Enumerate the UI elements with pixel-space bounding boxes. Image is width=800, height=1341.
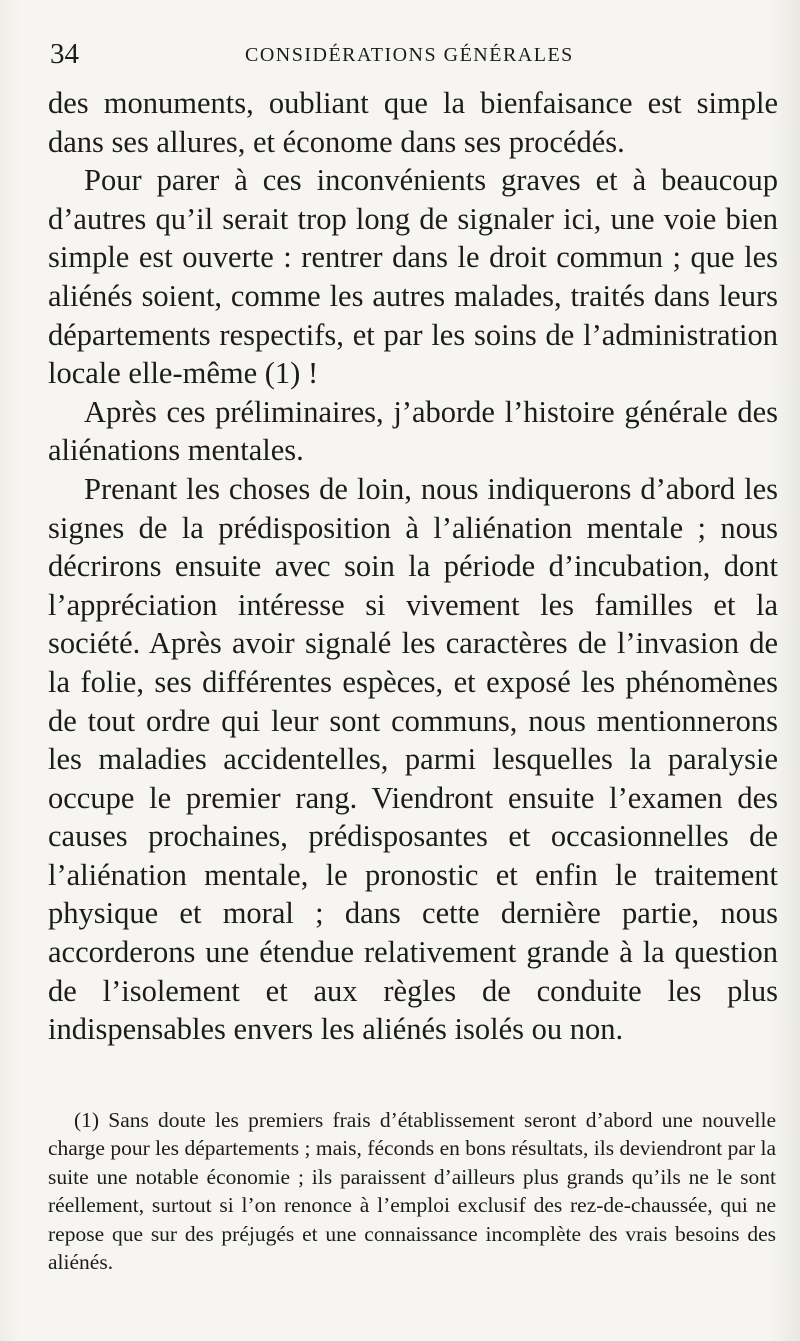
- paragraph: Pour parer à ces inconvénients graves et à beaucoup d’autres qu’il serait trop long de signaler ici, une voie bien simple est ouverte : rentrer dans le droit commun ; que les aliénés soient, comme les autres malades, traités dans leurs départements respectifs, et par les soins de l’administration locale elle-même (1) !: [48, 163, 778, 391]
- page-number: 34: [50, 38, 79, 70]
- running-title: CONSIDÉRATIONS GÉNÉRALES: [245, 44, 574, 66]
- footnote-text: (1) Sans doute les premiers frais d’établissement seront d’abord une nouvelle charge pour les départements ; mais, féconds en bons résultats, ils deviendront par la suite une notable économie ; ils paraissent d’ailleurs plus grands qu’ils ne le sont réellement, surtout si l’on renonce à l’emploi exclusif des rez-de-chaussée, qui ne repose que sur des préjugés et une connaissance incomplète des vrais besoins des aliénés.: [48, 1108, 776, 1275]
- paragraph: des monuments, oubliant que la bienfaisance est simple dans ses allures, et économe dans ses procédés.: [48, 86, 778, 159]
- page-header: [50, 36, 750, 72]
- paragraph: Après ces préliminaires, j’aborde l’histoire générale des aliénations mentales.: [48, 394, 778, 468]
- paragraph: Prenant les choses de loin, nous indiquerons d’abord les signes de la prédisposition à l’aliénation mentale ; nous décrirons ensuite avec soin la période d’incubation, dont l’appréciation intéresse si vivement les familles et la société. Après avoir signalé les caractères de l’invasion de la folie, ses différentes espèces, et exposé les phénomènes de tout ordre qui leur sont communs, nous mentionnerons les maladies accidentelles, parmi lesquelles la paralysie occupe le premier rang. Viendront ensuite l’examen des causes prochaines, prédisposantes et occasionnelles de l’aliénation mentale, le pronostic et enfin le traitement physique et moral ; dans cette dernière partie, nous accorderons une étendue relativement grande à la question de l’isolement et aux règles de conduite les plus indispensables envers les aliénés isolés ou non.: [48, 471, 778, 1047]
- main-text: [48, 84, 778, 1049]
- footnote: [48, 1106, 776, 1276]
